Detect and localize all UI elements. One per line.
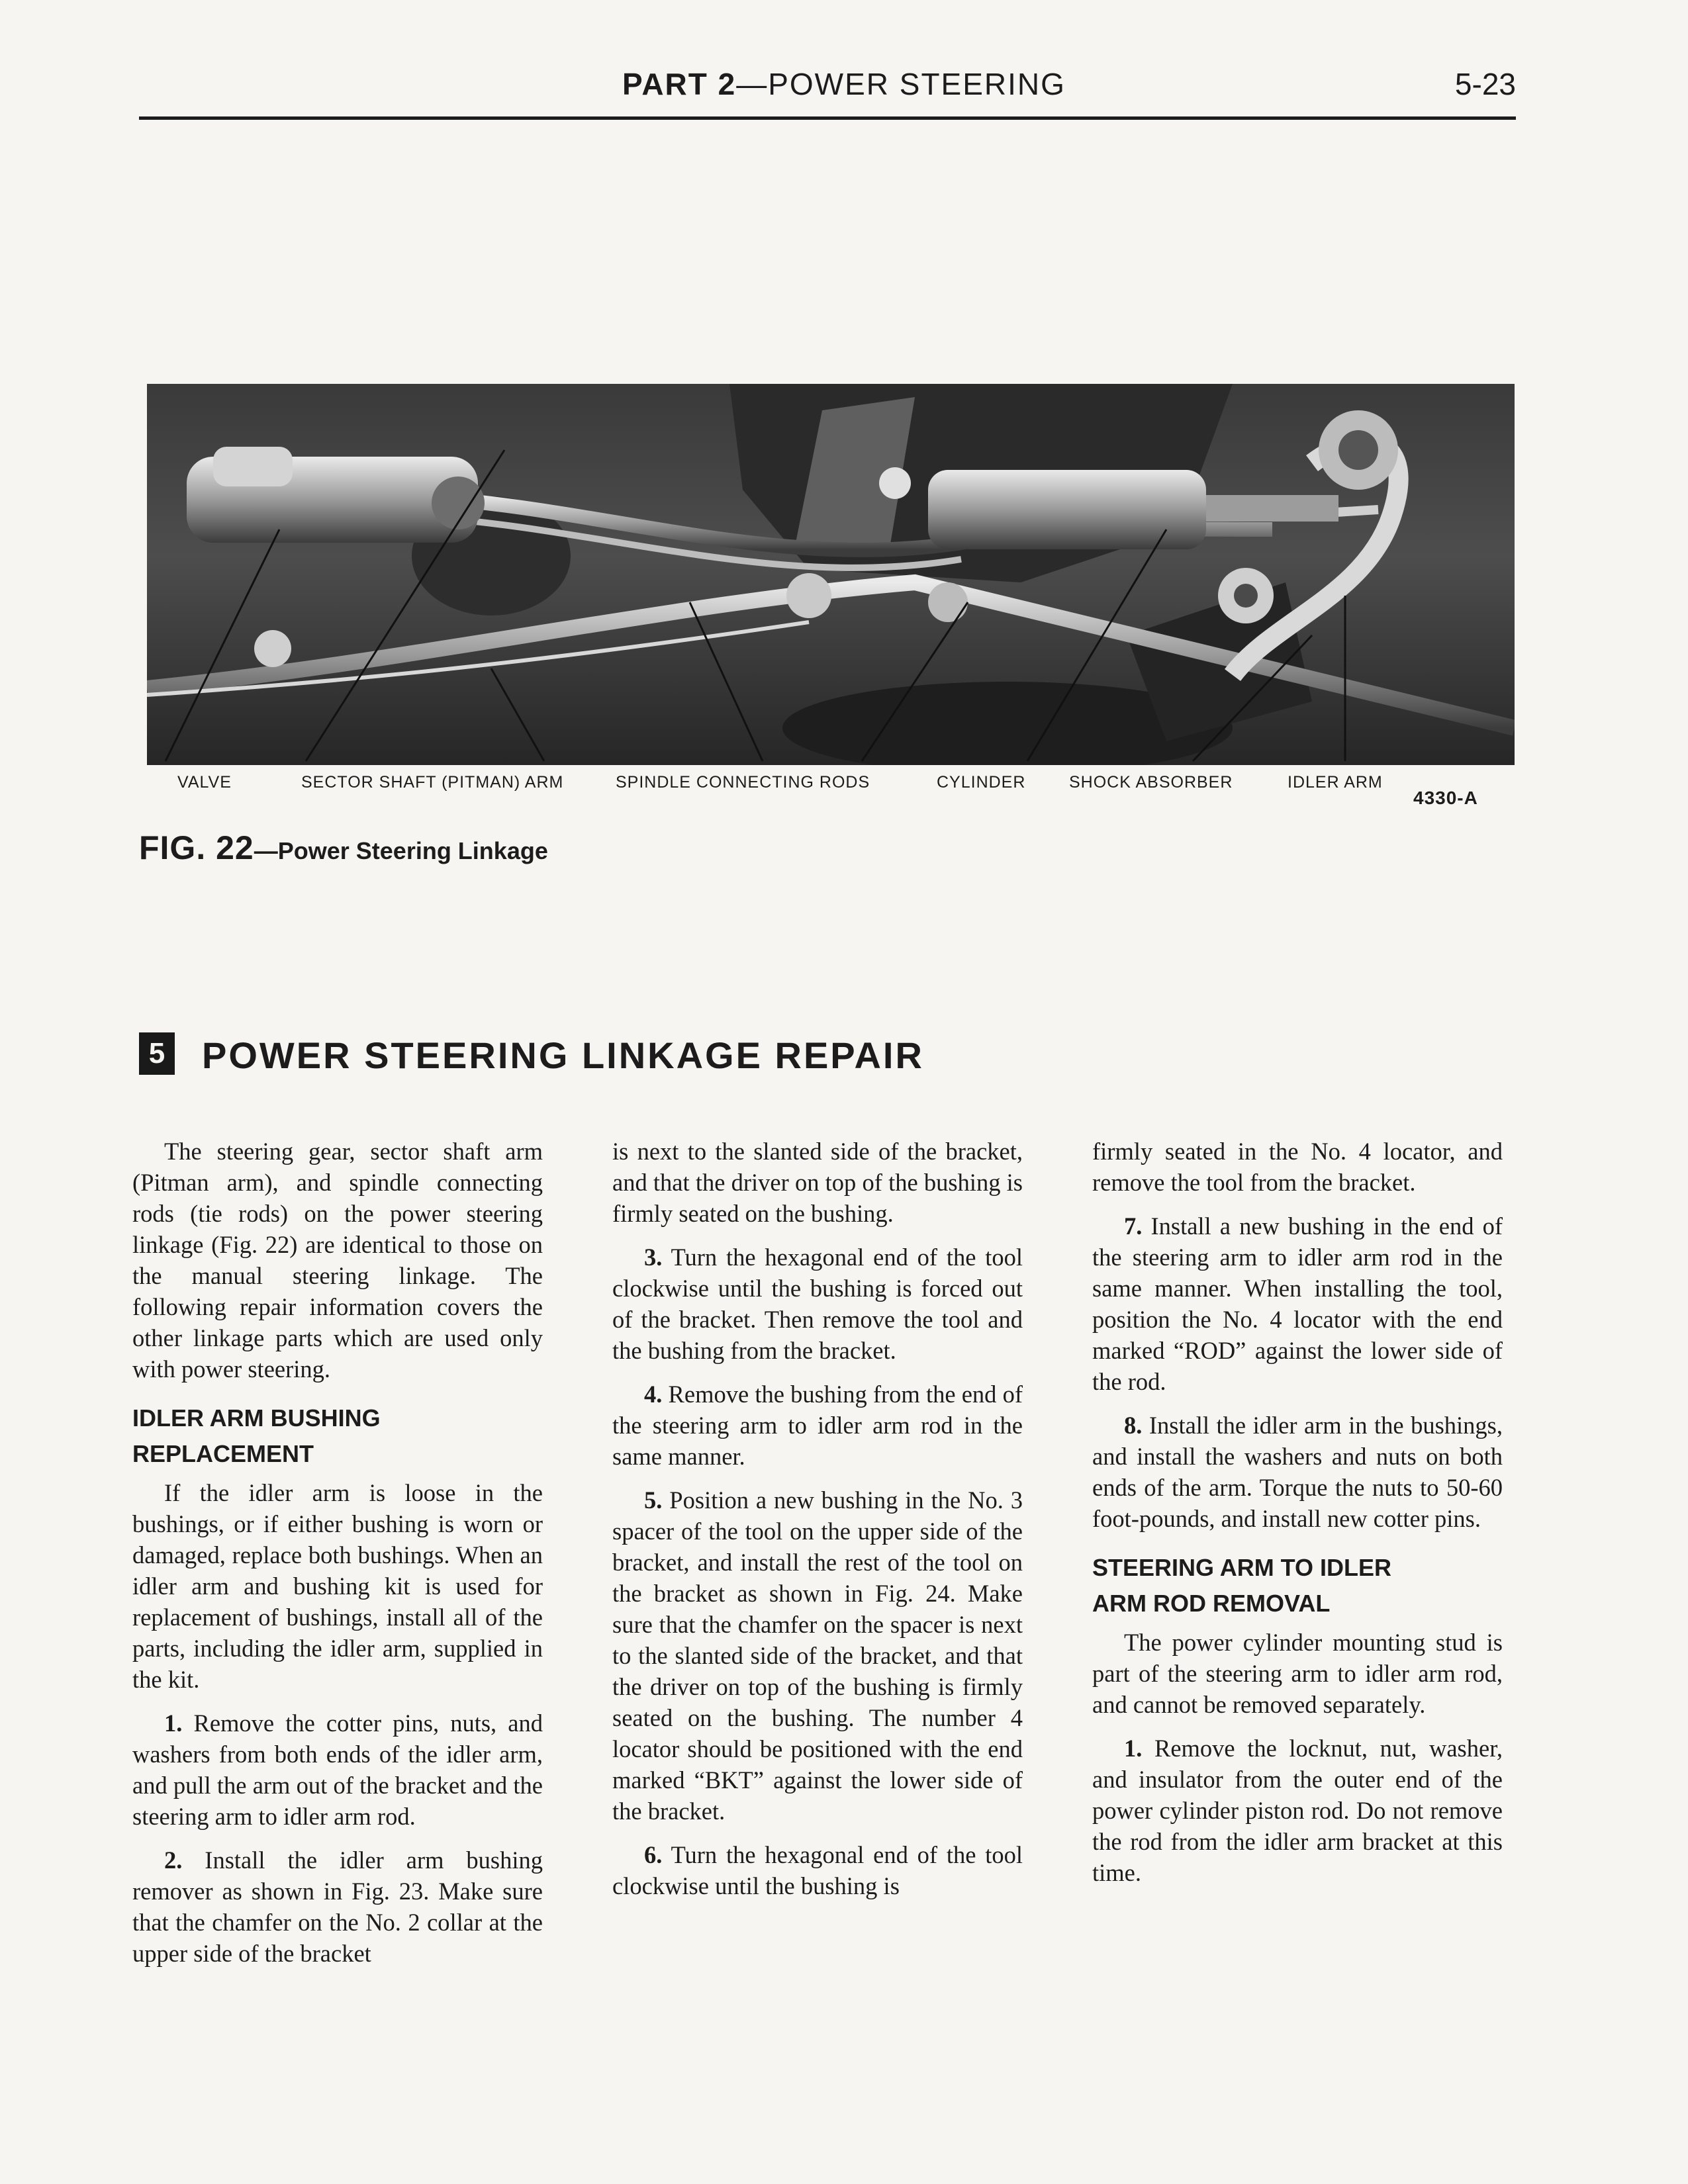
heading-line: IDLER ARM BUSHING (132, 1404, 381, 1432)
part-title: —POWER STEERING (736, 67, 1066, 101)
page-number: 5-23 (1454, 67, 1516, 101)
step-number: 6. (644, 1841, 663, 1868)
figure-number: FIG. 22 (139, 829, 254, 866)
step-paragraph (612, 1242, 1023, 1366)
step-text: Turn the hexagonal end of the tool clockwise until the bushing is (612, 1841, 1023, 1899)
step-number: 5. (644, 1486, 663, 1514)
step-text: Position a new bushing in the No. 3 spacer of the tool on the upper side of the bracket, and install the rest of the tool on the bracket as shown in Fig. 24. Make sure that the chamfer on the spacer is next to the slanted side of the bracket, and that the driver on top of the bushing is firmly seated on the bushing. The number 4 locator should be positioned with the end marked “BKT” against the lower side of the bracket. (612, 1486, 1023, 1825)
heading-line: ARM ROD REMOVAL (1092, 1590, 1331, 1617)
step-number: 2. (164, 1846, 183, 1874)
text-column-3 (1092, 1136, 1503, 1901)
heading-idler-arm-bushing-replacement (132, 1400, 543, 1472)
step-paragraph (1092, 1733, 1503, 1888)
step-text: Remove the cotter pins, nuts, and washers from both ends of the idler arm, and pull the arm out of the bracket and the steering arm to idler arm rod. (132, 1709, 543, 1830)
step-number: 3. (644, 1244, 663, 1271)
label-shock-absorber: SHOCK ABSORBER (1069, 773, 1233, 792)
label-idler-arm: IDLER ARM (1288, 773, 1383, 792)
step-number: 1. (164, 1709, 183, 1737)
step-text: Install the idler arm bushing remover as shown in Fig. 23. Make sure that the chamfer on the No. 2 collar at the upper side of the bracket (132, 1846, 543, 1967)
label-spindle-connecting-rods: SPINDLE CONNECTING RODS (616, 773, 870, 792)
step-paragraph (132, 1707, 543, 1832)
label-sector-shaft-arm: SECTOR SHAFT (PITMAN) ARM (301, 773, 564, 792)
section-title: POWER STEERING LINKAGE REPAIR (202, 1034, 924, 1076)
linkage-photo (147, 384, 1515, 765)
step-text: Remove the locknut, nut, washer, and insulator from the outer end of the power cylinder piston rod. Do not remove the rod from the idler arm bracket at this time. (1092, 1735, 1503, 1886)
step-number: 1. (1124, 1735, 1143, 1762)
paragraph: If the idler arm is loose in the bushings, or if either bushing is worn or damaged, replace both bushings. When an idler arm and bushing kit is used for replacement of bushings, install all of the parts, including the idler arm, supplied in the kit. (132, 1479, 543, 1693)
step-paragraph (1092, 1210, 1503, 1397)
step-number: 8. (1124, 1412, 1143, 1439)
step-paragraph (612, 1379, 1023, 1472)
step-text: Install the idler arm in the bushings, and install the washers and nuts on both ends of the arm. Torque the nuts to 50-60 foot-pounds, and install new cotter pins. (1092, 1412, 1503, 1532)
continued-paragraph: firmly seated in the No. 4 locator, and remove the tool from the bracket. (1092, 1138, 1503, 1196)
section-number-badge: 5 (139, 1032, 175, 1075)
paragraph: The power cylinder mounting stud is part of the steering arm to idler arm rod, and cannot be removed separately. (1092, 1629, 1503, 1718)
step-text: Turn the hexagonal end of the tool clockwise until the bushing is forced out of the bracket. Then remove the tool and the bushing from the bracket. (612, 1244, 1023, 1364)
running-header (596, 66, 1092, 102)
figure-title: —Power Steering Linkage (254, 837, 548, 864)
heading-steering-arm-to-idler-arm-rod-removal (1092, 1550, 1503, 1621)
step-text: Remove the bushing from the end of the steering arm to idler arm rod in the same manner. (612, 1381, 1023, 1470)
photo-code: 4330-A (1413, 788, 1478, 808)
continued-paragraph: is next to the slanted side of the bracket, and that the driver on top of the bushing is firmly seated on the bushing. (612, 1138, 1023, 1227)
part-number: PART 2 (622, 67, 737, 101)
figure-caption (139, 829, 548, 867)
label-valve: VALVE (177, 773, 232, 792)
intro-paragraph: The steering gear, sector shaft arm (Pitman arm), and spindle connecting rods (tie rods) on the power steering linkage (Fig. 22) are identical to those on the manual steering linkage. The following repair information covers the other linkage parts which are used only with power steering. (132, 1138, 543, 1383)
text-column-1 (132, 1136, 543, 1981)
text-column-2 (612, 1136, 1023, 1914)
step-number: 7. (1124, 1212, 1143, 1240)
step-paragraph (132, 1844, 543, 1969)
heading-line: REPLACEMENT (132, 1440, 314, 1467)
label-cylinder: CYLINDER (937, 773, 1026, 792)
step-text: Install a new bushing in the end of the steering arm to idler arm rod in the same manner. When installing the tool, position the No. 4 locator with the end marked “ROD” against the lower side of the rod. (1092, 1212, 1503, 1395)
step-paragraph (612, 1839, 1023, 1901)
step-paragraph (612, 1484, 1023, 1827)
heading-line: STEERING ARM TO IDLER (1092, 1554, 1392, 1581)
header-rule (139, 116, 1516, 120)
step-number: 4. (644, 1381, 663, 1408)
step-paragraph (1092, 1410, 1503, 1534)
